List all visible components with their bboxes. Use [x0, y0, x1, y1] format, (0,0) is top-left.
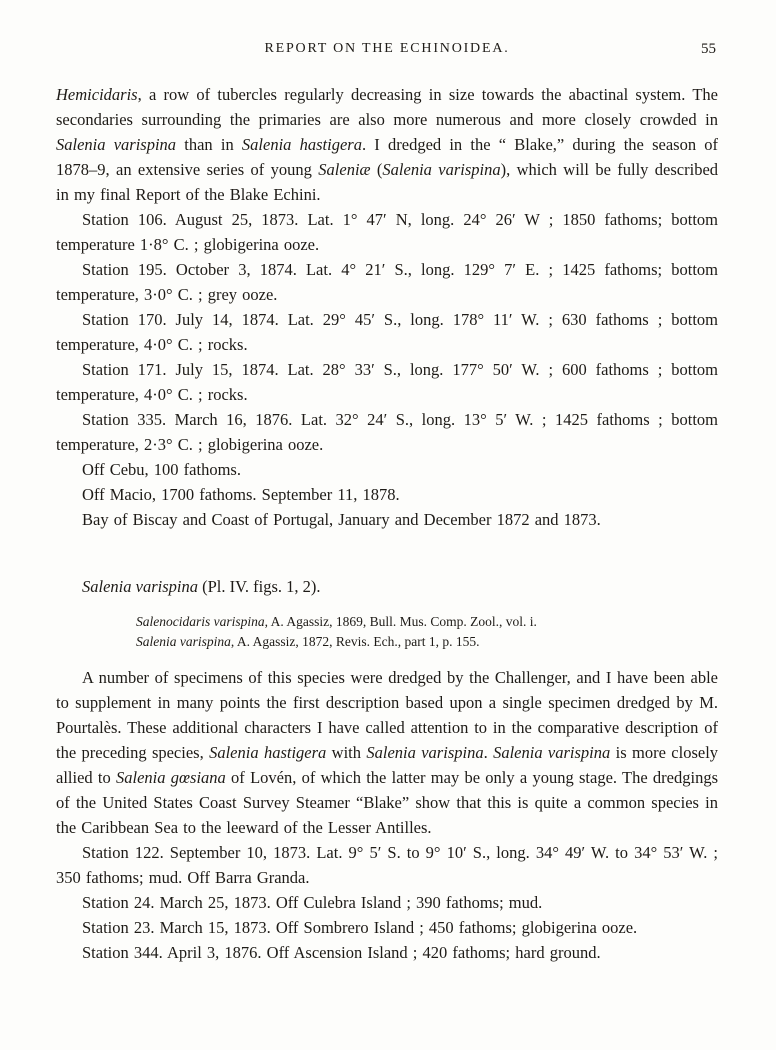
- text-run: Station 122. September 10, 1873. Lat. 9° 5′ S. to 9° 10′ S., long. 34° 49′ W. to 34° 53′ W. ; 350 fathoms; mud. Off Barra Granda.: [56, 843, 718, 887]
- text-run: than in: [176, 135, 242, 154]
- description-paragraph: [56, 665, 718, 840]
- text-run: ), which will be fully described in my final Report of the Blake Echini.: [56, 160, 719, 204]
- text-run: . I dredged in the “ Blake,” during the season of 1878–9, an extensive series of young: [56, 135, 719, 179]
- text-run: Bay of Biscay and Coast of Portugal, January and December 1872 and 1873.: [82, 510, 601, 529]
- italic-text-run: Salenia gœsiana: [116, 768, 226, 787]
- italic-text-run: Hemicidaris: [56, 85, 138, 104]
- station-entry-344: [56, 940, 718, 965]
- text-run: , A. Agassiz, 1869, Bull. Mus. Comp. Zool., vol. i.: [264, 614, 537, 629]
- station-entry-195: [56, 257, 718, 307]
- station-entry-171: [56, 357, 718, 407]
- italic-text-run: Salenocidaris varispina: [136, 614, 265, 629]
- text-run: Station 344. April 3, 1876. Off Ascension Island ; 420 fathoms; hard ground.: [82, 943, 601, 962]
- italic-text-run: Salenia hastigera: [241, 135, 362, 154]
- synonymy-citation-2: [136, 632, 718, 652]
- text-run: of Lovén, of which the latter may be only a young stage. The dredgings of the United States Coast Survey Steamer “Blake” show that this is quite a common species in the Caribbean Sea to the leeward of the Lesser Antilles.: [56, 768, 718, 837]
- text-run: , a row of tubercles regularly decreasing in size towards the abactinal system. The secondaries surrounding the primaries are also more numerous and more closely crowded in: [56, 85, 718, 129]
- text-run: Station 335. March 16, 1876. Lat. 32° 24′ S., long. 13° 5′ W. ; 1425 fathoms ; bottom temperature, 2·3° C. ; globigerina ooze.: [56, 410, 718, 454]
- text-run: Station 23. March 15, 1873. Off Sombrero Island ; 450 fathoms; globigerina ooze.: [82, 918, 638, 937]
- text-run: Off Macio, 1700 fathoms. September 11, 1878.: [82, 485, 400, 504]
- italic-text-run: Salenia varispina: [82, 577, 198, 596]
- text-run: , A. Agassiz, 1872, Revis. Ech., part 1, p. 155.: [230, 634, 480, 649]
- text-run: A number of specimens of this species were dredged by the Challenger, and I have been able to supplement in many points the first description based upon a single specimen dredged by M. Pourtalès. These additional characters I have called attention to in the comparative description of the preceding species,: [56, 668, 718, 762]
- text-run: Off Cebu, 100 fathoms.: [82, 460, 241, 479]
- text-run: Station 24. March 25, 1873. Off Culebra Island ; 390 fathoms; mud.: [82, 893, 543, 912]
- italic-text-run: Saleniæ: [318, 160, 371, 179]
- text-run: (: [370, 160, 383, 179]
- running-title: REPORT ON THE ECHINOIDEA.: [264, 41, 510, 56]
- locality-line-macio: [56, 482, 718, 507]
- synonymy-citation-1: [136, 612, 718, 632]
- locality-line-cebu: [56, 457, 718, 482]
- station-entry-24: [56, 890, 718, 915]
- italic-text-run: Salenia varispina: [493, 743, 611, 762]
- italic-text-run: Salenia varispina: [56, 135, 177, 154]
- italic-text-run: Salenia varispina: [366, 743, 484, 762]
- station-entry-122: [56, 840, 718, 890]
- italic-text-run: Salenia varispina: [136, 634, 231, 649]
- station-entry-335: [56, 407, 718, 457]
- text-run: is more closely allied to: [56, 743, 719, 787]
- page-number: 55: [701, 41, 716, 57]
- text-run: Station 106. August 25, 1873. Lat. 1° 47′ N, long. 24° 26′ W ; 1850 fathoms; bottom temperature 1·8° C. ; globigerina ooze.: [56, 210, 718, 254]
- text-run: Station 171. July 15, 1874. Lat. 28° 33′ S., long. 177° 50′ W. ; 600 fathoms ; bottom temperature, 4·0° C. ; rocks.: [56, 360, 718, 404]
- intro-paragraph: [56, 82, 718, 207]
- locality-line-biscay: [56, 507, 718, 532]
- italic-text-run: Salenia hastigera: [209, 743, 327, 762]
- text-run: Station 195. October 3, 1874. Lat. 4° 21′ S., long. 129° 7′ E. ; 1425 fathoms; bottom temperature, 3·0° C. ; grey ooze.: [56, 260, 718, 304]
- text-run: .: [483, 743, 494, 762]
- running-header: [56, 40, 718, 58]
- text-run: with: [326, 743, 367, 762]
- station-entry-23: [56, 915, 718, 940]
- species-heading: [56, 574, 718, 599]
- text-run: Station 170. July 14, 1874. Lat. 29° 45′ S., long. 178° 11′ W. ; 630 fathoms ; bottom temperature, 4·0° C. ; rocks.: [56, 310, 718, 354]
- station-entry-106: [56, 207, 718, 257]
- text-run: (Pl. IV. figs. 1, 2).: [197, 577, 321, 596]
- station-entry-170: [56, 307, 718, 357]
- italic-text-run: Salenia varispina: [382, 160, 501, 179]
